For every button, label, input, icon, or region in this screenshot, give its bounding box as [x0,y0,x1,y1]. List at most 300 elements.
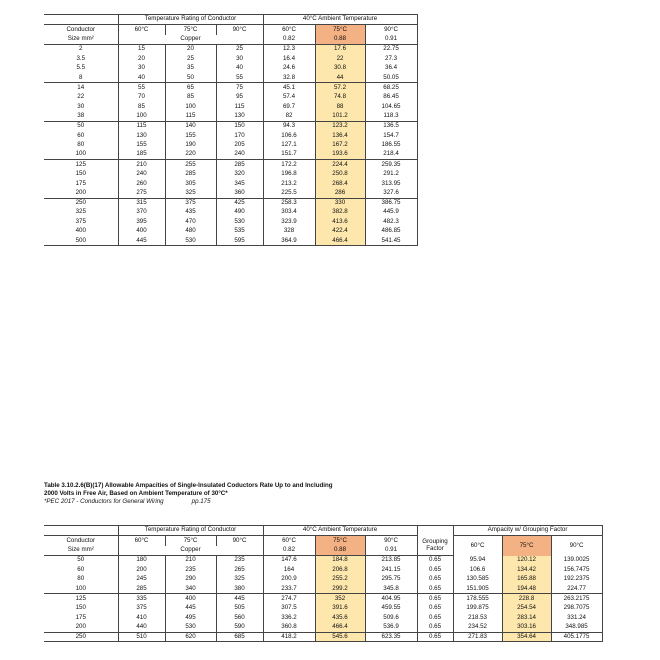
rating-90c-cell: 285 [216,160,263,170]
ambient-60c-cell: 225.5 [263,188,315,198]
ambient-90c-cell: 104.65 [365,102,417,112]
rating-60c-cell: 400 [118,227,165,237]
rating-75c-cell: 210 [165,556,216,566]
table-row [44,613,602,623]
rating-90c-cell: 505 [216,603,263,613]
size-cell: 100 [75,584,86,592]
size-label: Size mm² [44,35,118,45]
grouping-factor-header: Factor [417,546,453,556]
ambient-60c-cell: 24.6 [263,64,315,74]
size-cell: 80 [77,575,85,583]
size-cell: 175 [75,179,86,187]
caption-source-text: *PEC 2017 - Conductors for General Wiring [44,498,164,505]
ambient-75c-cell: 22 [315,54,365,64]
ambient-60c-cell: 213.2 [263,179,315,189]
ambient-75c-cell: 250.8 [315,169,365,179]
grouped-75c-cell: 194.48 [502,584,551,594]
ambient-temp-header: 40°C Ambient Temperature [263,526,417,536]
ambient-90c-cell: 345.8 [365,584,417,594]
table-row [44,623,602,633]
ambient-60c-cell: 418.2 [263,632,315,642]
grouped-75c-cell: 120.12 [502,556,551,566]
ambient-60c-cell: 57.4 [263,92,315,102]
rating-90c-cell: 560 [216,613,263,623]
rating-60c-cell: 510 [118,632,165,642]
rating-90c-cell: 425 [216,198,263,208]
ambient-90c-cell: 22.75 [365,45,417,55]
rating-75c-cell: 220 [165,150,216,160]
rating-60c-cell: 200 [118,565,165,575]
rating-75c-cell: 115 [165,112,216,122]
size-cell: 5.5 [76,64,86,72]
rating-90c-cell: 95 [216,92,263,102]
grouped-60c-cell: 95.94 [453,556,502,566]
rating-75c-cell: 25 [165,54,216,64]
rating-90c-cell: 30 [216,54,263,64]
ambient-60c-cell: 147.6 [263,556,315,566]
ambient-90c-cell: 213.85 [365,556,417,566]
col-grouped-90c: 90°C [551,536,602,556]
size-cell: 60 [77,131,85,139]
factor-75c: 0.88 [315,35,365,45]
ambient-75c-cell: 466.4 [315,236,365,246]
rating-60c-cell: 285 [118,584,165,594]
rating-60c-cell: 440 [118,623,165,633]
ambient-75c-cell: 44 [315,73,365,83]
ambient-75c-cell: 435.6 [315,613,365,623]
rating-90c-cell: 345 [216,179,263,189]
ambient-75c-cell: 545.6 [315,632,365,642]
table-row [44,188,417,198]
rating-60c-cell: 210 [118,160,165,170]
ambient-90c-cell: 327.6 [365,188,417,198]
ambient-90c-cell: 386.75 [365,198,417,208]
size-cell: 175 [75,613,86,621]
grouping-header: Grouping [417,526,453,546]
grouping-factor-cell: 0.65 [417,584,453,594]
ambient-75c-cell: 330 [315,198,365,208]
col-75c: 75°C [165,25,216,35]
ambient-75c-cell: 422.4 [315,227,365,237]
size-cell: 22 [77,93,85,101]
table-row [44,45,417,55]
rating-60c-cell: 85 [118,102,165,112]
table-row [44,584,602,594]
rating-90c-cell: 130 [216,112,263,122]
rating-60c-cell: 410 [118,613,165,623]
grouping-factor-cell: 0.65 [417,613,453,623]
size-cell: 200 [75,623,86,631]
factor-60c: 0.82 [263,546,315,556]
ambient-75c-cell: 17.6 [315,45,365,55]
grouped-90c-cell: 348.985 [551,623,602,633]
grouped-90c-cell: 192.2375 [551,575,602,585]
size-cell: 100 [75,150,86,158]
rating-90c-cell: 380 [216,584,263,594]
col-60c: 60°C [118,536,165,546]
ambient-60c-cell: 164 [263,565,315,575]
ambient-75c-cell: 193.6 [315,150,365,160]
table-row [44,92,417,102]
caption-title-line2: 2000 Volts in Free Air, Based on Ambient Temperature of 30°C* [44,490,228,497]
grouped-75c-cell: 165.88 [502,575,551,585]
ambient-60c-cell: 323.9 [263,217,315,227]
table-row [44,236,417,246]
table-row [44,227,417,237]
table-row [44,54,417,64]
grouping-factor-cell: 0.65 [417,565,453,575]
ambient-90c-cell: 259.35 [365,160,417,170]
rating-90c-cell: 445 [216,594,263,604]
temp-rating-header: Temperature Rating of Conductor [118,15,263,25]
factor-90c: 0.91 [365,35,417,45]
ambient-90c-cell: 36.4 [365,64,417,74]
col-ambient-90c: 90°C [365,536,417,546]
rating-90c-cell: 325 [216,575,263,585]
col-grouped-60c: 60°C [453,536,502,556]
rating-75c-cell: 470 [165,217,216,227]
ambient-90c-cell: 186.55 [365,140,417,150]
rating-75c-cell: 35 [165,64,216,74]
ambient-75c-cell: 167.2 [315,140,365,150]
ambient-90c-cell: 136.5 [365,121,417,131]
ambient-60c-cell: 106.6 [263,131,315,141]
ampacity-group-header: Ampacity w/ Grouping Factor [453,526,602,536]
ambient-75c-cell: 74.8 [315,92,365,102]
grouped-90c-cell: 298.7075 [551,603,602,613]
col-ambient-60c: 60°C [263,536,315,546]
header-blank [44,15,118,25]
grouping-factor-cell: 0.65 [417,623,453,633]
ambient-90c-cell: 27.3 [365,54,417,64]
grouping-factor-cell: 0.65 [417,632,453,642]
rating-60c-cell: 40 [118,73,165,83]
ambient-75c-cell: 466.4 [315,623,365,633]
table-row [44,112,417,122]
grouped-90c-cell: 156.7475 [551,565,602,575]
ambient-60c-cell: 196.8 [263,169,315,179]
ambient-60c-cell: 274.7 [263,594,315,604]
material-label: Copper [118,546,263,556]
ambient-90c-cell: 118.3 [365,112,417,122]
size-cell: 125 [44,160,118,170]
table-row [44,102,417,112]
rating-90c-cell: 55 [216,73,263,83]
table-row [44,73,417,83]
ambient-60c-cell: 69.7 [263,102,315,112]
col-90c: 90°C [216,536,263,546]
grouped-75c-cell: 134.42 [502,565,551,575]
grouped-60c-cell: 234.52 [453,623,502,633]
ambient-60c-cell: 200.9 [263,575,315,585]
size-cell: 80 [77,141,85,149]
grouped-60c-cell: 178.555 [453,594,502,604]
grouping-factor-cell: 0.65 [417,594,453,604]
rating-60c-cell: 375 [118,603,165,613]
size-cell: 60 [77,565,85,573]
grouped-60c-cell: 151.905 [453,584,502,594]
rating-60c-cell: 315 [118,198,165,208]
rating-75c-cell: 255 [165,160,216,170]
rating-90c-cell: 265 [216,565,263,575]
ambient-75c-cell: 88 [315,102,365,112]
factor-75c: 0.88 [315,546,365,556]
rating-90c-cell: 240 [216,150,263,160]
table-row [44,208,417,218]
ambient-75c-cell: 286 [315,188,365,198]
rating-60c-cell: 370 [118,208,165,218]
ambient-90c-cell: 218.4 [365,150,417,160]
col-ambient-90c: 90°C [365,25,417,35]
table-row [44,565,602,575]
rating-75c-cell: 495 [165,613,216,623]
size-cell: 14 [44,83,118,93]
ambient-90c-cell: 536.9 [365,623,417,633]
ambient-60c-cell: 336.2 [263,613,315,623]
rating-90c-cell: 590 [216,623,263,633]
ambient-90c-cell: 68.25 [365,83,417,93]
rating-60c-cell: 185 [118,150,165,160]
ambient-75c-cell: 391.6 [315,603,365,613]
ambient-temp-header: 40°C Ambient Temperature [263,15,417,25]
rating-60c-cell: 180 [118,556,165,566]
table-row [44,64,417,74]
grouped-90c-cell: 405.1775 [551,632,602,642]
factor-60c: 0.82 [263,35,315,45]
rating-75c-cell: 140 [165,121,216,131]
rating-75c-cell: 530 [165,236,216,246]
rating-60c-cell: 15 [118,45,165,55]
rating-90c-cell: 360 [216,188,263,198]
ambient-60c-cell: 307.5 [263,603,315,613]
ambient-75c-cell: 382.8 [315,208,365,218]
rating-60c-cell: 70 [118,92,165,102]
table-row [44,140,417,150]
size-cell: 150 [75,604,86,612]
grouped-60c-cell: 199.875 [453,603,502,613]
ambient-60c-cell: 45.1 [263,83,315,93]
ambient-90c-cell: 295.75 [365,575,417,585]
ambient-60c-cell: 172.2 [263,160,315,170]
ambient-75c-cell: 101.2 [315,112,365,122]
rating-90c-cell: 490 [216,208,263,218]
table-row [44,121,417,131]
material-label: Copper [118,35,263,45]
rating-90c-cell: 685 [216,632,263,642]
ambient-90c-cell: 541.45 [365,236,417,246]
size-cell: 8 [79,73,83,81]
conductor-label: Conductor [44,536,118,546]
caption-page: pp.175 [191,498,211,505]
rating-60c-cell: 245 [118,575,165,585]
rating-75c-cell: 480 [165,227,216,237]
ambient-90c-cell: 509.6 [365,613,417,623]
ampacity-table-top [44,14,418,246]
size-cell: 125 [44,594,118,604]
rating-75c-cell: 50 [165,73,216,83]
ambient-75c-cell: 136.4 [315,131,365,141]
rating-75c-cell: 325 [165,188,216,198]
ambient-60c-cell: 233.7 [263,584,315,594]
rating-75c-cell: 285 [165,169,216,179]
rating-75c-cell: 100 [165,102,216,112]
ambient-60c-cell: 303.4 [263,208,315,218]
grouped-60c-cell: 130.585 [453,575,502,585]
size-cell: 2 [79,45,83,53]
rating-60c-cell: 20 [118,54,165,64]
table-row [44,198,417,208]
ambient-75c-cell: 57.2 [315,83,365,93]
ambient-75c-cell: 184.8 [315,556,365,566]
rating-75c-cell: 85 [165,92,216,102]
rating-60c-cell: 100 [118,112,165,122]
grouped-90c-cell: 224.77 [551,584,602,594]
rating-75c-cell: 445 [165,603,216,613]
ambient-60c-cell: 16.4 [263,54,315,64]
col-90c: 90°C [216,25,263,35]
rating-75c-cell: 400 [165,594,216,604]
grouped-90c-cell: 139.0025 [551,556,602,566]
rating-90c-cell: 535 [216,227,263,237]
size-cell: 50 [77,556,85,564]
ambient-90c-cell: 86.45 [365,92,417,102]
ambient-75c-cell: 206.8 [315,565,365,575]
grouped-75c-cell: 354.64 [502,632,551,642]
table-row [44,179,417,189]
grouped-90c-cell: 263.2175 [551,594,602,604]
col-60c: 60°C [118,25,165,35]
table-row [44,603,602,613]
rating-60c-cell: 130 [118,131,165,141]
rating-90c-cell: 25 [216,45,263,55]
ambient-60c-cell: 127.1 [263,140,315,150]
col-ambient-75c: 75°C [315,536,365,546]
grouped-75c-cell: 303.16 [502,623,551,633]
ambient-60c-cell: 364.9 [263,236,315,246]
rating-90c-cell: 170 [216,131,263,141]
size-cell: 400 [75,227,86,235]
ambient-90c-cell: 313.95 [365,179,417,189]
ambient-75c-cell: 224.4 [315,160,365,170]
size-cell: 375 [75,217,86,225]
ambient-90c-cell: 482.3 [365,217,417,227]
size-cell: 250 [44,198,118,208]
table-row [44,131,417,141]
rating-75c-cell: 305 [165,179,216,189]
rating-60c-cell: 275 [118,188,165,198]
ambient-60c-cell: 151.7 [263,150,315,160]
rating-90c-cell: 40 [216,64,263,74]
rating-75c-cell: 340 [165,584,216,594]
col-grouped-75c: 75°C [502,536,551,556]
size-cell: 200 [75,188,86,196]
grouped-90c-cell: 331.24 [551,613,602,623]
col-ambient-75c: 75°C [315,25,365,35]
ambient-90c-cell: 486.85 [365,227,417,237]
rating-90c-cell: 75 [216,83,263,93]
ambient-75c-cell: 352 [315,594,365,604]
grouping-factor-cell: 0.65 [417,556,453,566]
grouping-factor-cell: 0.65 [417,603,453,613]
header-blank [44,526,118,536]
table-row [44,169,417,179]
ambient-90c-cell: 445.9 [365,208,417,218]
rating-60c-cell: 395 [118,217,165,227]
ambient-90c-cell: 154.7 [365,131,417,141]
grouped-60c-cell: 218.53 [453,613,502,623]
size-cell: 500 [44,236,118,246]
size-cell: 150 [75,169,86,177]
ambient-60c-cell: 82 [263,112,315,122]
table-row [44,556,602,566]
grouped-75c-cell: 283.14 [502,613,551,623]
rating-90c-cell: 530 [216,217,263,227]
rating-75c-cell: 530 [165,623,216,633]
table-row [44,150,417,160]
size-cell: 30 [77,102,85,110]
ambient-75c-cell: 413.6 [315,217,365,227]
rating-60c-cell: 155 [118,140,165,150]
ambient-90c-cell: 50.05 [365,73,417,83]
table-row [44,217,417,227]
size-cell: 38 [77,112,85,120]
caption-source [44,498,333,506]
ampacity-table-bottom [44,525,603,642]
ambient-90c-cell: 241.15 [365,565,417,575]
ambient-90c-cell: 291.2 [365,169,417,179]
table-row [44,160,417,170]
ambient-60c-cell: 360.8 [263,623,315,633]
rating-75c-cell: 190 [165,140,216,150]
ambient-75c-cell: 123.2 [315,121,365,131]
ambient-75c-cell: 299.2 [315,584,365,594]
size-cell: 3.5 [76,54,86,62]
col-ambient-60c: 60°C [263,25,315,35]
rating-75c-cell: 435 [165,208,216,218]
caption-title-line1: Table 3.10.2.6(B)(17) Allowable Ampacities of Single-Insulated Coductors Rate Up to and Including [44,482,333,489]
grouped-60c-cell: 106.6 [453,565,502,575]
ambient-75c-cell: 30.8 [315,64,365,74]
rating-75c-cell: 65 [165,83,216,93]
rating-75c-cell: 235 [165,565,216,575]
ambient-60c-cell: 258.3 [263,198,315,208]
rating-60c-cell: 260 [118,179,165,189]
rating-60c-cell: 445 [118,236,165,246]
rating-90c-cell: 320 [216,169,263,179]
table-row [44,83,417,93]
table-row [44,632,602,642]
ambient-90c-cell: 623.35 [365,632,417,642]
ambient-90c-cell: 459.55 [365,603,417,613]
size-cell: 325 [75,208,86,216]
rating-75c-cell: 155 [165,131,216,141]
ambient-90c-cell: 404.95 [365,594,417,604]
rating-75c-cell: 20 [165,45,216,55]
ambient-60c-cell: 32.8 [263,73,315,83]
rating-60c-cell: 240 [118,169,165,179]
grouped-75c-cell: 228.8 [502,594,551,604]
size-cell: 250 [44,632,118,642]
temp-rating-header: Temperature Rating of Conductor [118,526,263,536]
size-cell: 50 [44,121,118,131]
conductor-label: Conductor [44,25,118,35]
rating-75c-cell: 620 [165,632,216,642]
rating-75c-cell: 375 [165,198,216,208]
rating-90c-cell: 205 [216,140,263,150]
grouped-75c-cell: 254.54 [502,603,551,613]
grouped-60c-cell: 271.83 [453,632,502,642]
col-75c: 75°C [165,536,216,546]
